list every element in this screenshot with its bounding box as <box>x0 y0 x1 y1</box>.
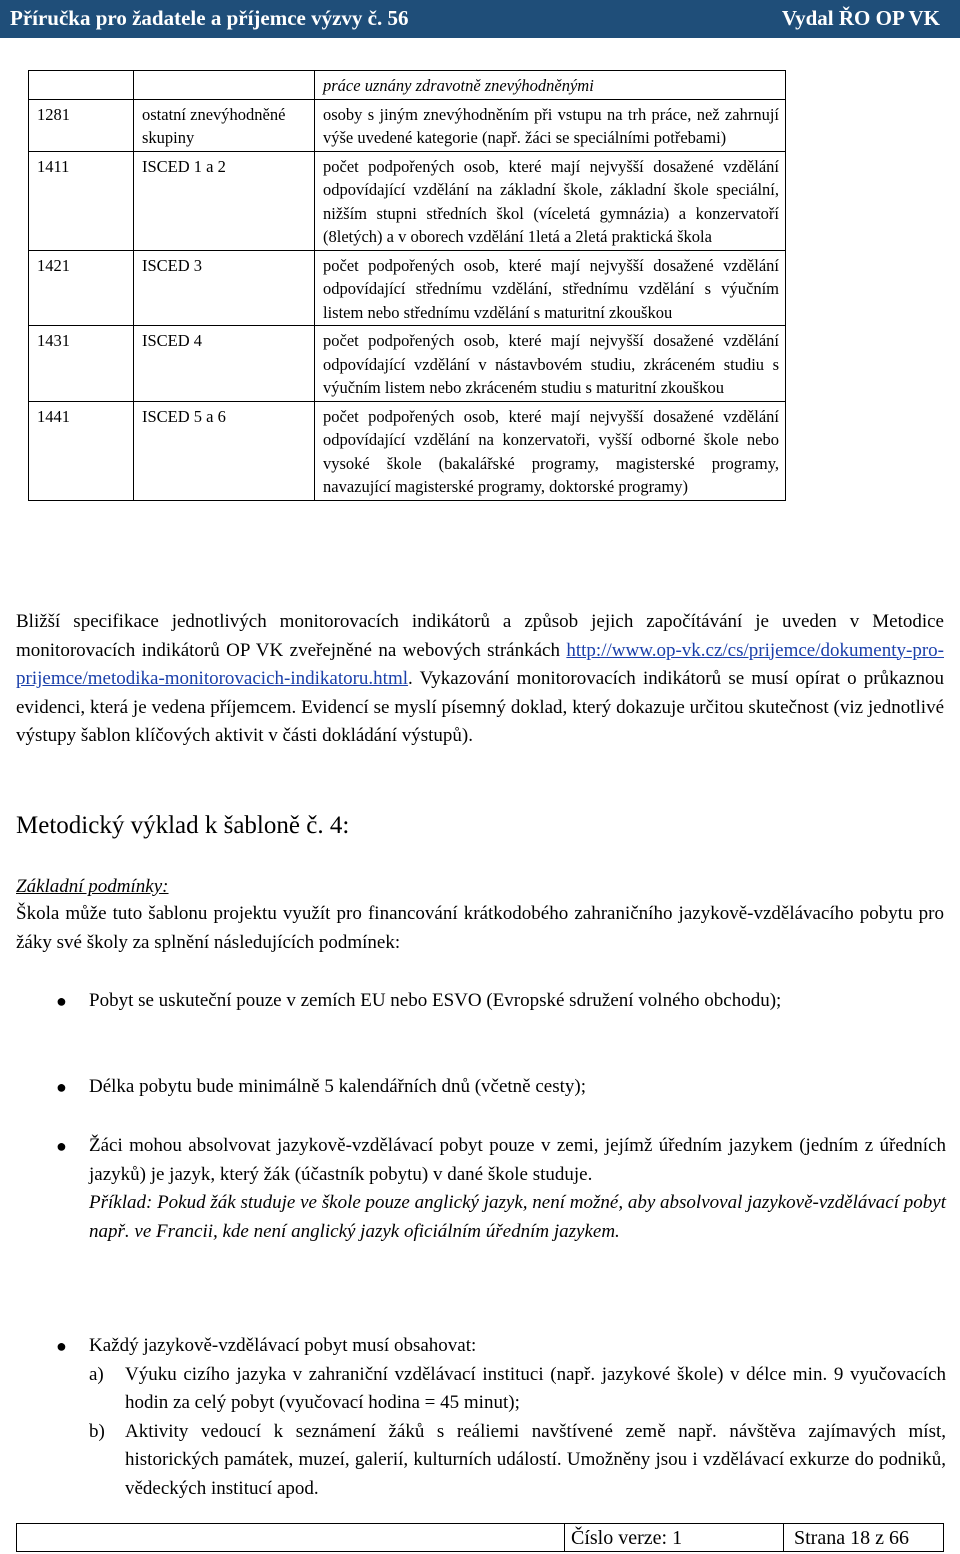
monitoring-paragraph <box>16 608 944 751</box>
indicator-description: počet podpořených osob, které mají nejvyšší dosažené vzdělání odpovídající střednímu vzdělání, střednímu vzdělání s výučním listem nebo střednímu vzdělání s maturitní zkouškou <box>315 250 786 326</box>
bullet-icon: ● <box>56 1136 67 1156</box>
section-title: Metodický výklad k šabloně č. 4: <box>16 812 350 839</box>
conditions-list <box>0 1132 946 1246</box>
paragraph-text-after-link: . Vykazování monitorovacích indikátorů se musí opírat o průkaznou evidenci, která je vedena příjemcem. Evidencí se myslí písemný doklad, který dokazuje určitou skutečnost (viz jednotlivé výstupy šablon klíčových aktivit v části dokládání výstupů). <box>16 668 944 746</box>
footer-version: Číslo verze: 1 <box>564 1524 784 1552</box>
condition-text: Pobyt se uskuteční pouze v zemích EU nebo ESVO (Evropské sdružení volného obchodu); <box>89 990 782 1011</box>
indicator-table <box>28 70 786 501</box>
footer-page-number: Strana 18 z 66 <box>784 1524 944 1552</box>
header-publisher: Vydal ŘO OP VK <box>781 6 940 30</box>
conditions-list <box>0 987 946 1016</box>
intro-paragraph: Škola může tuto šablonu projektu využít pro financování krátkodobého zahraničního jazykově-vzdělávacího pobytu pro žáky své školy za splnění následujících podmínek: <box>16 903 944 953</box>
bullet-icon: ● <box>56 1336 67 1356</box>
indicator-description: osoby s jiným znevýhodněním při vstupu na trh práce, než zahrnují výše uvedené kategorie (např. žáci se speciálními potřebami) <box>315 99 786 151</box>
indicator-code <box>29 71 134 100</box>
list-item <box>0 987 946 1016</box>
table-row <box>29 71 786 100</box>
indicator-name: ostatní znevýhodněné skupiny <box>134 99 315 151</box>
condition-text: Každý jazykově-vzdělávací pobyt musí obsahovat: <box>89 1335 477 1356</box>
header-title: Příručka pro žadatele a příjemce výzvy č. 56 <box>10 6 409 30</box>
methodology-link[interactable]: http://www.op-vk.cz/cs/prijemce/dokumenty-pro-prijemce/metodika-monitorovacich-indikatoru.html <box>16 639 944 689</box>
indicator-description: počet podpořených osob, které mají nejvyšší dosažené vzdělání odpovídající vzdělání na konzervatoři, vyšší odborné škole nebo vysoké škole (bakalářské programy, magisterské programy, navazující magisterské programy, doktorské programy) <box>315 401 786 500</box>
indicator-name: ISCED 3 <box>134 250 315 326</box>
table-row <box>29 151 786 250</box>
table-row <box>29 401 786 500</box>
indicator-code: 1281 <box>29 99 134 151</box>
subheading: Základní podmínky: <box>16 876 169 897</box>
list-item <box>0 1132 946 1246</box>
conditions-list <box>0 1073 946 1102</box>
indicator-description: počet podpořených osob, které mají nejvyšší dosažené vzdělání odpovídající vzdělání v nástavbovém studiu, zkráceném studiu s výučním listem nebo zkráceném studiu s maturitní zkouškou <box>315 326 786 402</box>
list-item <box>0 1073 946 1102</box>
sub-item-label: a) <box>89 1363 104 1385</box>
indicator-description: počet podpořených osob, které mají nejvyšší dosažené vzdělání odpovídající vzdělání na základní škole, základní škole speciální, nižším stupni středních škol (víceletá gymnázia) a konzervatoří (8letých) a v oborech vzdělání 1letá a 2letá praktická škola <box>315 151 786 250</box>
page-header <box>0 0 960 38</box>
condition-text: Délka pobytu bude minimálně 5 kalendářních dnů (včetně cesty); <box>89 1076 587 1097</box>
indicator-name: ISCED 4 <box>134 326 315 402</box>
sub-item-text: Výuku cizího jazyka v zahraniční vzdělávací instituci (např. jazykové škole) v délce min. 9 vyučovacích hodin za celý pobyt (vyučovací hodina = 45 minut); <box>125 1363 946 1413</box>
indicator-name <box>134 71 315 100</box>
sub-item-label: b) <box>89 1420 105 1442</box>
sub-list-item <box>89 1361 946 1418</box>
sub-item-text: Aktivity vedoucí k seznámení žáků s reáliemi navštívené země např. návštěva zajímavých míst, historických památek, muzeí, galerií, kulturních událostí. Umožněny jsou i vzdělávací exkurze do podniků, vědeckých institucí apod. <box>125 1420 946 1499</box>
indicator-description: práce uznány zdravotně znevýhodněnými <box>315 71 786 100</box>
table-row <box>29 326 786 402</box>
indicator-code: 1431 <box>29 326 134 402</box>
table-row <box>29 99 786 151</box>
bullet-icon: ● <box>56 991 67 1011</box>
indicator-name: ISCED 5 a 6 <box>134 401 315 500</box>
conditions-list <box>0 1332 946 1503</box>
sub-list-item <box>89 1418 946 1504</box>
table-row <box>29 250 786 326</box>
condition-text: Žáci mohou absolvovat jazykově-vzdělávací pobyt pouze v zemi, jejímž úředním jazykem (jedním z úředních jazyků) je jazyk, který žák (účastník pobytu) v dané škole studuje. <box>89 1135 946 1185</box>
footer-blank-cell <box>16 1524 564 1552</box>
indicator-code: 1411 <box>29 151 134 250</box>
paragraph-text-before-link: Bližší specifikace jednotlivých monitorovacích indikátorů a způsob jejich započítávání je uveden v Metodice monitorovacích indikátorů OP VK zveřejněné na webových stránkách <box>16 611 944 661</box>
example-text: Příklad: Pokud žák studuje ve škole pouze anglický jazyk, není možné, aby absolvoval jazykově-vzdělávací pobyt např. ve Francii, kde není anglický jazyk oficiálním úředním jazykem. <box>89 1192 946 1242</box>
bullet-icon: ● <box>56 1077 67 1097</box>
indicator-code: 1421 <box>29 250 134 326</box>
indicator-name: ISCED 1 a 2 <box>134 151 315 250</box>
indicator-code: 1441 <box>29 401 134 500</box>
list-item <box>0 1332 946 1503</box>
